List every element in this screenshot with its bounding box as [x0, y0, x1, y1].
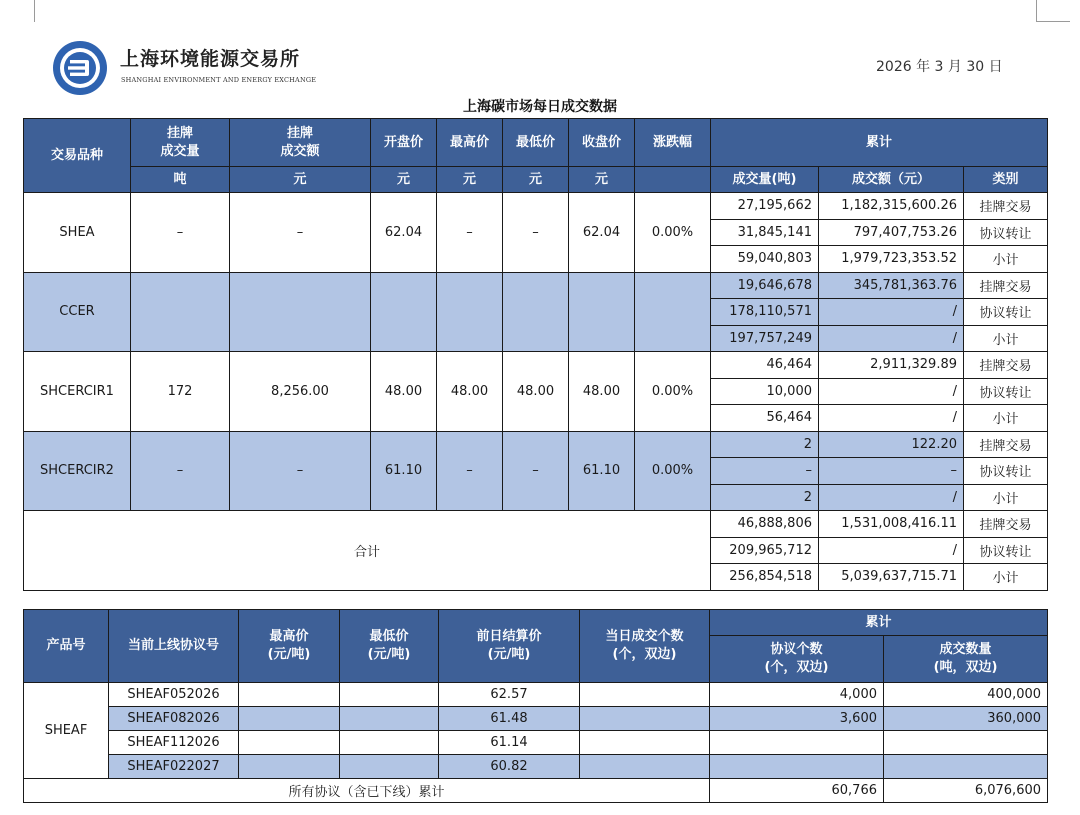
header-product-no: 产品号 — [24, 610, 109, 683]
close-price: 62.04 — [569, 193, 635, 273]
contract-no: SHEAF112026 — [109, 731, 239, 755]
low-price — [340, 683, 439, 707]
org-name-en: SHANGHAI ENVIRONMENT AND ENERGY EXCHANGE — [121, 76, 317, 84]
high-price: – — [437, 431, 503, 511]
unit-listed-volume: 吨 — [131, 167, 230, 193]
cum-type: 小计 — [964, 484, 1048, 511]
header-prev-settle: 前日结算价 (元/吨) — [439, 610, 580, 683]
low-price: – — [503, 193, 569, 273]
total-volume: 209,965,712 — [711, 537, 819, 564]
cum-volume: 197,757,249 — [711, 325, 819, 352]
prev-settle: 61.48 — [439, 707, 580, 731]
high-price — [239, 683, 340, 707]
row-product: SHCERCIR2 — [24, 431, 131, 511]
change-pct: 0.00% — [635, 431, 711, 511]
cum-volume: 59,040,803 — [711, 246, 819, 273]
cum-volume: 10,000 — [711, 378, 819, 405]
product-no: SHEAF — [24, 683, 109, 779]
high-price: 48.00 — [437, 352, 503, 432]
day-count — [580, 731, 710, 755]
header-contract: 当前上线协议号 — [109, 610, 239, 683]
total-type: 小计 — [964, 564, 1048, 591]
total-volume: 256,854,518 — [711, 564, 819, 591]
cum-qty — [884, 731, 1048, 755]
low-price — [340, 731, 439, 755]
org-name-cn: 上海环境能源交易所 — [120, 48, 301, 70]
open-price: 48.00 — [371, 352, 437, 432]
cum-volume: 46,464 — [711, 352, 819, 379]
cum-amount: 1,182,315,600.26 — [819, 193, 964, 220]
row-product: CCER — [24, 272, 131, 352]
row-product: SHCERCIR1 — [24, 352, 131, 432]
day-count — [580, 683, 710, 707]
page-title: 上海碳市场每日成交数据 — [463, 99, 617, 115]
cum-volume: 178,110,571 — [711, 299, 819, 326]
header-high: 最高价 — [437, 119, 503, 167]
cum-type: 挂牌交易 — [964, 193, 1048, 220]
open-price — [371, 272, 437, 352]
futures-total-label: 所有协议（含已下线）累计 — [24, 779, 710, 803]
cum-count: 3,600 — [710, 707, 884, 731]
cum-volume: 19,646,678 — [711, 272, 819, 299]
total-label: 合计 — [24, 511, 711, 591]
agreement-trading-table — [23, 609, 1048, 803]
header-cumulative: 累计 — [710, 610, 1048, 636]
cum-amount: – — [819, 458, 964, 485]
listed-amount — [230, 272, 371, 352]
contract-no: SHEAF022027 — [109, 755, 239, 779]
open-price: 61.10 — [371, 431, 437, 511]
cum-amount: / — [819, 405, 964, 432]
unit-listed-amount: 元 — [230, 167, 371, 193]
header-high: 最高价 (元/吨) — [239, 610, 340, 683]
cum-count — [710, 731, 884, 755]
header-day-count: 当日成交个数 (个，双边) — [580, 610, 710, 683]
cum-type: 协议转让 — [964, 458, 1048, 485]
cum-type: 挂牌交易 — [964, 352, 1048, 379]
cum-amount: / — [819, 378, 964, 405]
close-price: 48.00 — [569, 352, 635, 432]
listed-amount: – — [230, 431, 371, 511]
daily-trading-table — [23, 118, 1048, 591]
day-count — [580, 755, 710, 779]
header-product: 交易品种 — [24, 119, 131, 193]
cum-volume: 31,845,141 — [711, 219, 819, 246]
high-price — [239, 731, 340, 755]
total-type: 协议转让 — [964, 537, 1048, 564]
header-low: 最低价 — [503, 119, 569, 167]
total-type: 挂牌交易 — [964, 511, 1048, 538]
total-volume: 46,888,806 — [711, 511, 819, 538]
high-price — [239, 755, 340, 779]
prev-settle: 60.82 — [439, 755, 580, 779]
header-cum-type: 类别 — [964, 167, 1048, 193]
low-price — [503, 272, 569, 352]
header-cum-amount: 成交额（元） — [819, 167, 964, 193]
header-cumulative: 累计 — [711, 119, 1048, 167]
cum-amount: / — [819, 325, 964, 352]
cum-amount: 1,979,723,353.52 — [819, 246, 964, 273]
prev-settle: 62.57 — [439, 683, 580, 707]
cum-amount: 122.20 — [819, 431, 964, 458]
total-amount: 5,039,637,715.71 — [819, 564, 964, 591]
cum-type: 挂牌交易 — [964, 272, 1048, 299]
cum-amount: 2,911,329.89 — [819, 352, 964, 379]
open-price: 62.04 — [371, 193, 437, 273]
cum-qty: 400,000 — [884, 683, 1048, 707]
cum-qty — [884, 755, 1048, 779]
cum-amount: 345,781,363.76 — [819, 272, 964, 299]
header-low: 最低价 (元/吨) — [340, 610, 439, 683]
low-price — [340, 707, 439, 731]
cum-type: 协议转让 — [964, 378, 1048, 405]
cum-volume: – — [711, 458, 819, 485]
header-cum-qty: 成交数量 (吨，双边) — [884, 636, 1048, 683]
change-pct — [635, 272, 711, 352]
cum-qty: 360,000 — [884, 707, 1048, 731]
close-price: 61.10 — [569, 431, 635, 511]
cum-type: 挂牌交易 — [964, 431, 1048, 458]
contract-no: SHEAF082026 — [109, 707, 239, 731]
cum-type: 小计 — [964, 405, 1048, 432]
cum-amount: 797,407,753.26 — [819, 219, 964, 246]
listed-volume: – — [131, 193, 230, 273]
futures-total-count: 60,766 — [710, 779, 884, 803]
row-product: SHEA — [24, 193, 131, 273]
cum-type: 协议转让 — [964, 219, 1048, 246]
header-cum-volume: 成交量(吨) — [711, 167, 819, 193]
cum-type: 协议转让 — [964, 299, 1048, 326]
change-pct: 0.00% — [635, 352, 711, 432]
cum-amount: / — [819, 484, 964, 511]
listed-amount: 8,256.00 — [230, 352, 371, 432]
change-pct: 0.00% — [635, 193, 711, 273]
cum-volume: 2 — [711, 431, 819, 458]
cum-count: 4,000 — [710, 683, 884, 707]
header-change: 涨跌幅 — [635, 119, 711, 167]
crop-mark-left — [34, 0, 35, 22]
listed-volume — [131, 272, 230, 352]
day-count — [580, 707, 710, 731]
unit-open: 元 — [371, 167, 437, 193]
report-date: 2026 年 3 月 30 日 — [876, 59, 1003, 75]
listed-volume: 172 — [131, 352, 230, 432]
cum-volume: 56,464 — [711, 405, 819, 432]
total-amount: / — [819, 537, 964, 564]
header-close: 收盘价 — [569, 119, 635, 167]
total-amount: 1,531,008,416.11 — [819, 511, 964, 538]
header-cum-count: 协议个数 (个，双边) — [710, 636, 884, 683]
cum-volume: 27,195,662 — [711, 193, 819, 220]
high-price — [437, 272, 503, 352]
cum-count — [710, 755, 884, 779]
low-price — [340, 755, 439, 779]
header-open: 开盘价 — [371, 119, 437, 167]
cum-type: 小计 — [964, 246, 1048, 273]
unit-low: 元 — [503, 167, 569, 193]
header-listed-amount: 挂牌 成交额 — [230, 119, 371, 167]
cum-volume: 2 — [711, 484, 819, 511]
close-price — [569, 272, 635, 352]
header-listed-volume: 挂牌 成交量 — [131, 119, 230, 167]
cum-type: 小计 — [964, 325, 1048, 352]
listed-volume: – — [131, 431, 230, 511]
crop-mark-right — [1036, 0, 1070, 22]
prev-settle: 61.14 — [439, 731, 580, 755]
listed-amount: – — [230, 193, 371, 273]
exchange-logo-icon — [52, 40, 108, 96]
unit-close: 元 — [569, 167, 635, 193]
cum-amount: / — [819, 299, 964, 326]
unit-high: 元 — [437, 167, 503, 193]
high-price: – — [437, 193, 503, 273]
high-price — [239, 707, 340, 731]
low-price: – — [503, 431, 569, 511]
low-price: 48.00 — [503, 352, 569, 432]
futures-total-qty: 6,076,600 — [884, 779, 1048, 803]
unit-change — [635, 167, 711, 193]
contract-no: SHEAF052026 — [109, 683, 239, 707]
